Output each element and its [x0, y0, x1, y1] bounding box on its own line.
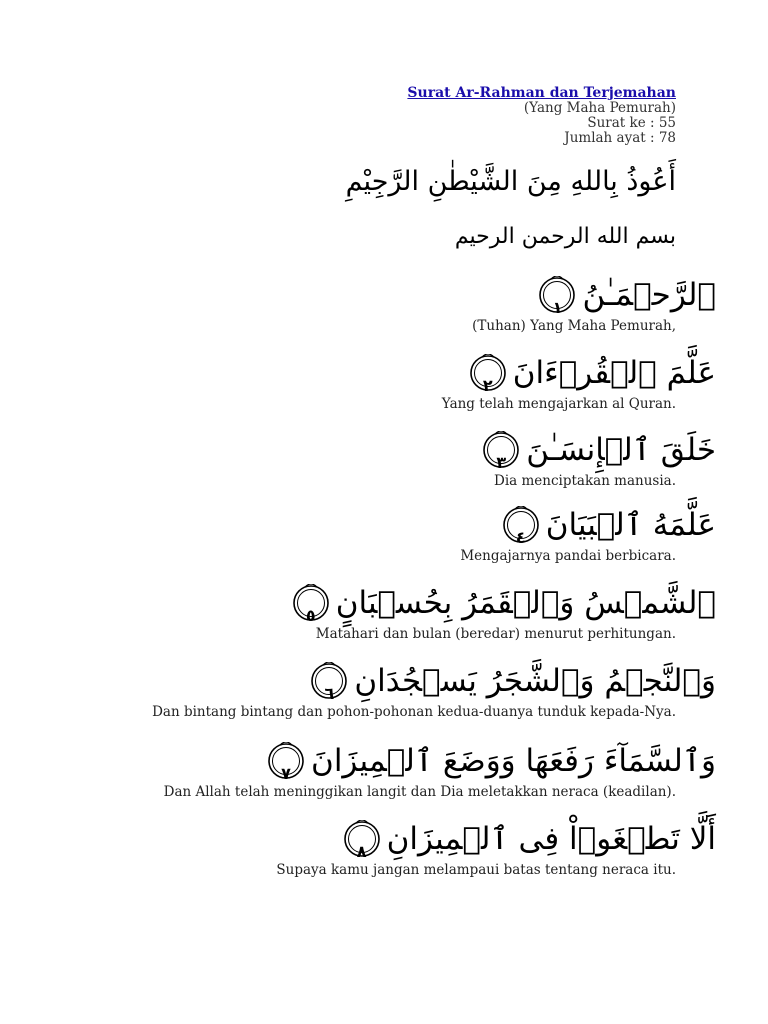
surat-number: Surat ke : 55 — [587, 115, 676, 131]
verse-arabic-text: ٱلرَّحۡمَـٰنُ — [582, 276, 716, 313]
verse-arabic — [0, 814, 716, 862]
verse-arabic-text: أَلَّا تَطۡغَوۡاْ فِى ٱلۡمِيزَانِ — [386, 820, 716, 857]
document-header — [407, 86, 676, 146]
verse-number-medallion-icon — [292, 584, 330, 625]
verse-arabic — [0, 656, 716, 704]
verse-number: ٦ — [324, 683, 335, 703]
verse-number: ٥ — [305, 605, 316, 625]
verse-number-medallion-icon — [482, 431, 520, 472]
verse-arabic — [0, 578, 716, 626]
verse-arabic-text: وَٱلسَّمَآءَ رَفَعَهَا وَوَضَعَ ٱلۡمِيزَانَ — [311, 742, 716, 779]
verse-6 — [0, 656, 716, 720]
verse-8 — [0, 814, 716, 878]
verse-arabic-text: وَٱلنَّجۡمُ وَٱلشَّجَرُ يَسۡجُدَانِ — [354, 662, 716, 699]
verse-number: ٨ — [356, 841, 367, 861]
verse-number-medallion-icon — [267, 742, 305, 783]
verse-translation: Dia menciptakan manusia. — [494, 472, 676, 489]
verse-translation: Matahari dan bulan (beredar) menurut perhitungan. — [315, 625, 676, 642]
verse-1 — [0, 270, 716, 334]
verse-arabic-text: ٱلشَّمۡسُ وَٱلۡقَمَرُ بِحُسۡبَانٍ — [335, 584, 716, 621]
verse-translation: Mengajarnya pandai berbicara. — [460, 547, 676, 564]
title-link[interactable]: Surat Ar-Rahman dan Terjemahan — [407, 85, 676, 101]
verse-number-medallion-icon — [502, 506, 540, 547]
basmala-text: بسم الله الرحمن الرحيم — [454, 224, 676, 249]
subtitle: (Yang Maha Pemurah) — [523, 100, 676, 116]
verse-4 — [0, 500, 716, 564]
verse-7 — [0, 736, 716, 800]
verse-arabic — [0, 425, 716, 473]
verse-arabic-text: عَلَّمَ ٱلۡقُرۡءَانَ — [512, 354, 716, 391]
verse-number: ١ — [552, 297, 563, 317]
verse-number-medallion-icon — [538, 276, 576, 317]
verse-arabic-text: عَلَّمَهُ ٱلۡبَيَانَ — [545, 506, 716, 543]
verse-number-medallion-icon — [343, 820, 381, 861]
verse-translation: Yang telah mengajarkan al Quran. — [441, 395, 676, 412]
verse-number-medallion-icon — [310, 662, 348, 703]
taawwudh-text: أَعُوذُ بِاللهِ مِنَ الشَّيْطٰنِ الرَّجِيْمِ — [345, 166, 676, 197]
verse-number: ٣ — [496, 452, 507, 472]
verse-arabic — [0, 500, 716, 548]
verse-3 — [0, 425, 716, 489]
verse-arabic — [0, 270, 716, 318]
verse-arabic — [0, 736, 716, 784]
verse-translation: Dan Allah telah meninggikan langit dan Dia meletakkan neraca (keadilan). — [163, 783, 676, 800]
ayat-count: Jumlah ayat : 78 — [564, 130, 676, 146]
verse-number: ٤ — [515, 527, 526, 547]
verse-number: ٢ — [482, 375, 493, 395]
verse-number: ٧ — [281, 763, 291, 783]
verse-translation: Supaya kamu jangan melampaui batas tentang neraca itu. — [276, 861, 676, 878]
verse-5 — [0, 578, 716, 642]
verse-number-medallion-icon — [469, 354, 507, 395]
verse-arabic-text: خَلَقَ ٱلۡإِنسَـٰنَ — [526, 431, 716, 468]
verse-translation: (Tuhan) Yang Maha Pemurah, — [472, 317, 676, 334]
verse-2 — [0, 348, 716, 412]
verse-arabic — [0, 348, 716, 396]
verse-translation: Dan bintang bintang dan pohon-pohonan kedua-duanya tunduk kepada-Nya. — [152, 703, 676, 720]
